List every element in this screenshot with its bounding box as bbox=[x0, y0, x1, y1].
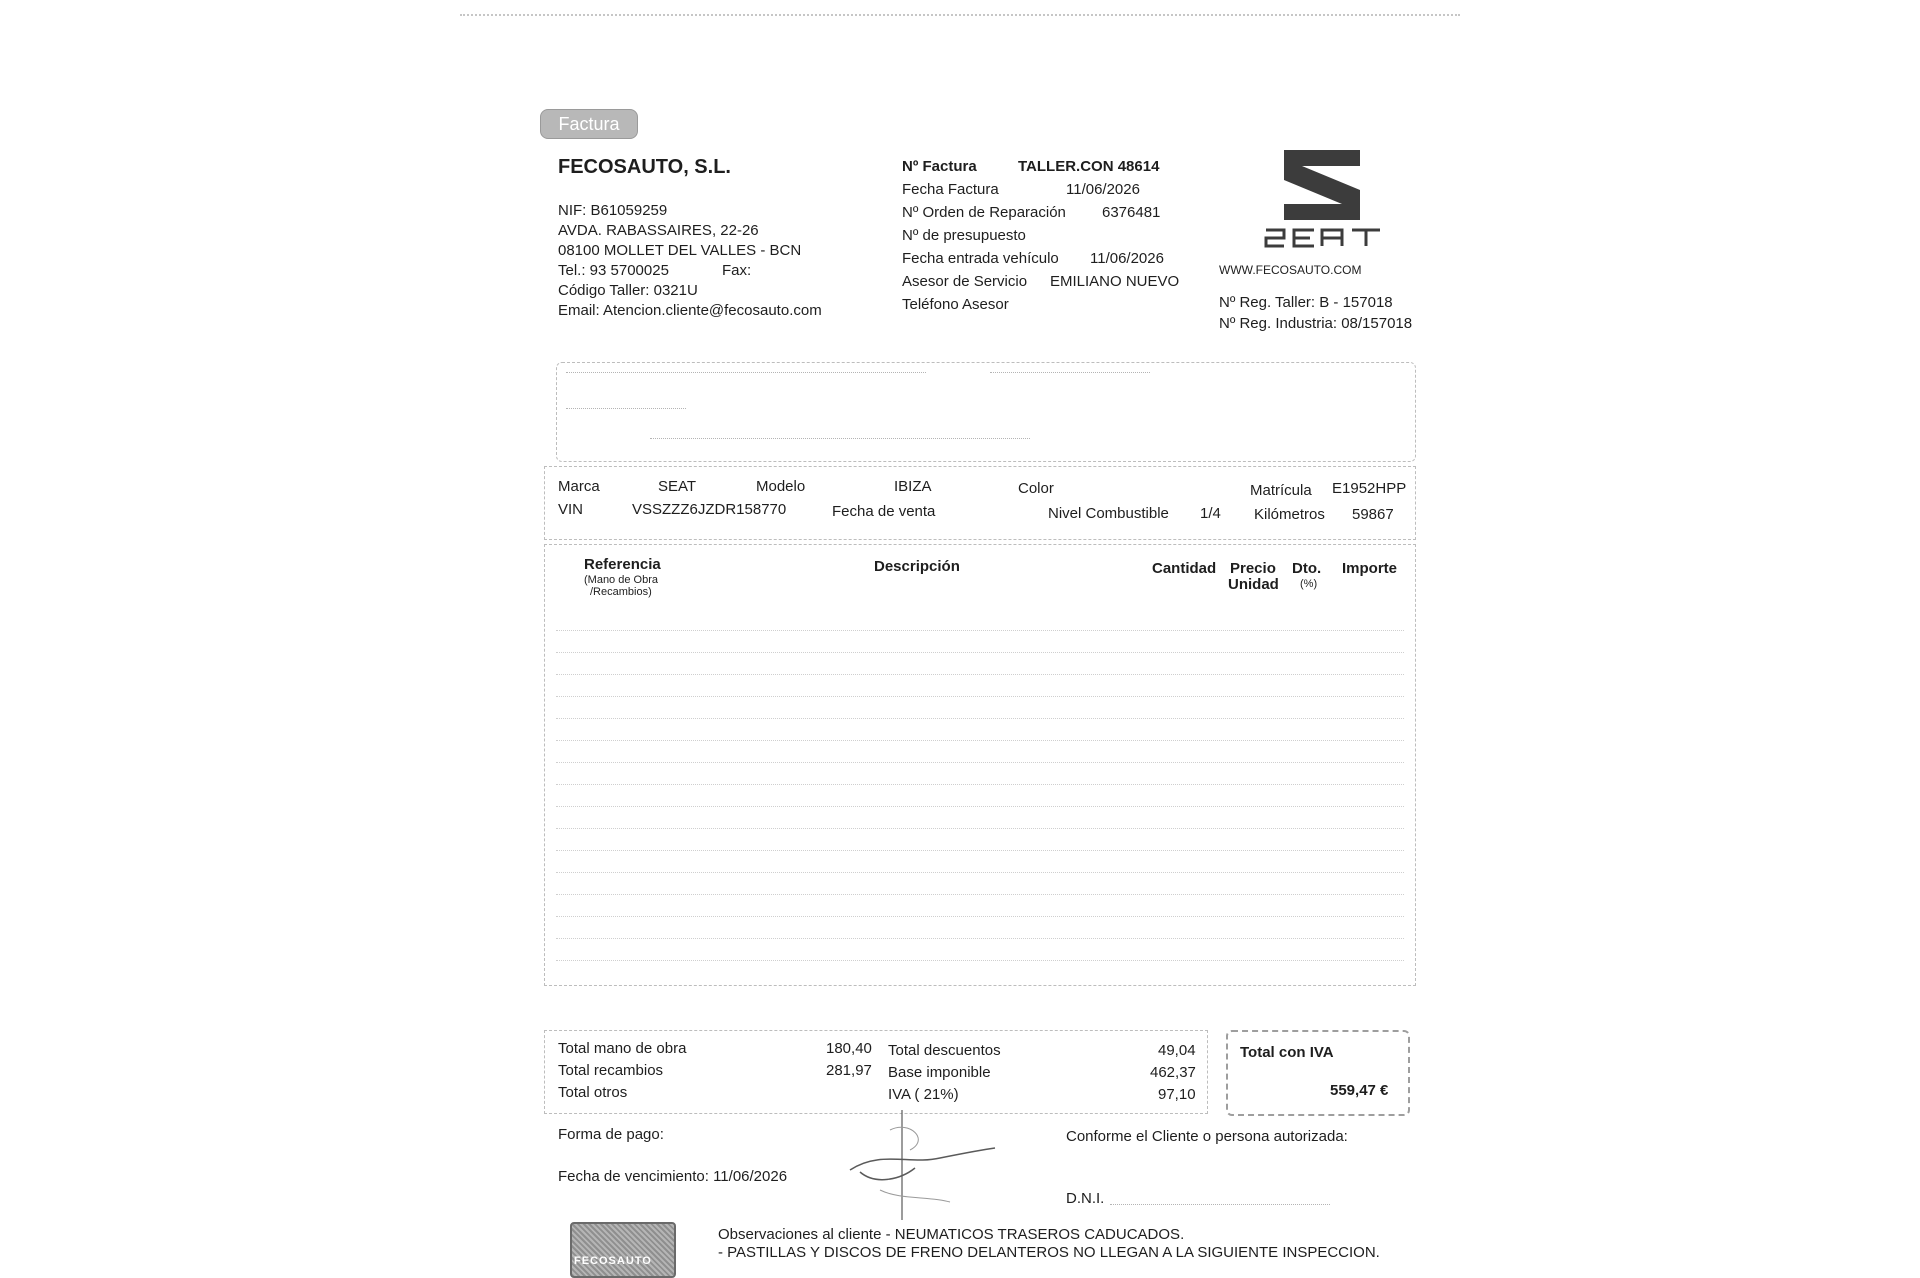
plate-label: Matrícula bbox=[1250, 482, 1312, 499]
redacted-line bbox=[990, 372, 1150, 373]
mileage-label: Kilómetros bbox=[1254, 506, 1325, 523]
column-discount-sub: (%) bbox=[1300, 578, 1318, 590]
invoice-date-value: 11/06/2026 bbox=[1066, 181, 1140, 198]
company-email: Email: Atencion.cliente@fecosauto.com bbox=[558, 302, 822, 319]
model-value: IBIZA bbox=[894, 478, 932, 495]
table-row bbox=[556, 762, 1404, 763]
signature-icon bbox=[820, 1110, 1000, 1220]
discount-total-value: 49,04 bbox=[1158, 1042, 1196, 1059]
column-reference-sub: /Recambios) bbox=[590, 586, 652, 598]
customer-observations-1: Observaciones al cliente - NEUMATICOS TRASEROS CADUCADOS. bbox=[718, 1226, 1185, 1243]
table-row bbox=[556, 652, 1404, 653]
workshop-registry: Nº Reg. Taller: B - 157018 bbox=[1219, 294, 1393, 311]
invoice-number-value: TALLER.CON 48614 bbox=[1018, 158, 1160, 175]
table-row bbox=[556, 938, 1404, 939]
table-row bbox=[556, 674, 1404, 675]
repair-order-label: Nº Orden de Reparación bbox=[902, 204, 1066, 221]
table-row bbox=[556, 960, 1404, 961]
invoice-date-label: Fecha Factura bbox=[902, 181, 999, 198]
taxable-base-label: Base imponible bbox=[888, 1064, 991, 1081]
column-reference: Referencia bbox=[584, 556, 661, 573]
discount-total-label: Total descuentos bbox=[888, 1042, 1001, 1059]
table-row bbox=[556, 806, 1404, 807]
table-row bbox=[556, 872, 1404, 873]
redacted-line bbox=[650, 438, 1030, 439]
advisor-phone-label: Teléfono Asesor bbox=[902, 296, 1009, 313]
fuel-level-value: 1/4 bbox=[1200, 505, 1221, 522]
invoice-number-label: Nº Factura bbox=[902, 158, 977, 175]
other-total-label: Total otros bbox=[558, 1084, 628, 1101]
table-row bbox=[556, 784, 1404, 785]
customer-box bbox=[556, 362, 1416, 462]
column-discount: Dto. bbox=[1292, 560, 1322, 577]
dni-label: D.N.I. bbox=[1066, 1190, 1105, 1207]
seat-logo-icon bbox=[1264, 150, 1384, 250]
due-date: Fecha de vencimiento: 11/06/2026 bbox=[558, 1168, 788, 1185]
parts-total-value: 281,97 bbox=[826, 1062, 872, 1079]
company-address-2: 08100 MOLLET DEL VALLES - BCN bbox=[558, 242, 802, 259]
table-row bbox=[556, 828, 1404, 829]
line-items-table bbox=[544, 544, 1416, 986]
table-row bbox=[556, 894, 1404, 895]
labor-total-value: 180,40 bbox=[826, 1040, 872, 1057]
company-nif: NIF: B61059259 bbox=[558, 202, 668, 219]
table-row bbox=[556, 850, 1404, 851]
plate-value: E1952HPP bbox=[1332, 480, 1407, 497]
table-row bbox=[556, 740, 1404, 741]
redacted-line bbox=[566, 372, 926, 373]
table-row bbox=[556, 916, 1404, 917]
service-advisor-label: Asesor de Servicio bbox=[902, 273, 1028, 290]
vehicle-entry-value: 11/06/2026 bbox=[1090, 250, 1164, 267]
brand-value: SEAT bbox=[658, 478, 697, 495]
grand-total-value: 559,47 € bbox=[1330, 1082, 1389, 1099]
color-label: Color bbox=[1018, 480, 1054, 497]
labor-total-label: Total mano de obra bbox=[558, 1040, 687, 1057]
industry-registry: Nº Reg. Industria: 08/157018 bbox=[1219, 315, 1413, 332]
grand-total-box bbox=[1226, 1030, 1410, 1116]
vat-value: 97,10 bbox=[1158, 1086, 1196, 1103]
vin-value: VSSZZZ6JZDR158770 bbox=[632, 501, 787, 518]
customer-signature-label: Conforme el Cliente o persona autorizada: bbox=[1066, 1128, 1348, 1145]
column-description: Descripción bbox=[874, 558, 960, 575]
company-name: FECOSAUTO, S.L. bbox=[558, 156, 731, 178]
website-link[interactable]: WWW.FECOSAUTO.COM bbox=[1219, 263, 1362, 277]
company-address-1: AVDA. RABASSAIRES, 22-26 bbox=[558, 222, 759, 239]
column-unit-price: Precio bbox=[1230, 560, 1276, 577]
sale-date-label: Fecha de venta bbox=[832, 503, 936, 520]
company-fax: Fax: bbox=[722, 262, 752, 279]
document-type-tag: Factura bbox=[540, 109, 638, 139]
grand-total-label: Total con IVA bbox=[1240, 1044, 1334, 1061]
dni-line bbox=[1110, 1204, 1330, 1205]
company-telephone: Tel.: 93 5700025 bbox=[558, 262, 669, 279]
column-unit-price-2: Unidad bbox=[1228, 576, 1279, 593]
table-row bbox=[556, 630, 1404, 631]
company-workshop-code: Código Taller: 0321U bbox=[558, 282, 698, 299]
column-amount: Importe bbox=[1342, 560, 1398, 577]
customer-observations-2: - PASTILLAS Y DISCOS DE FRENO DELANTEROS NO LLEGAN A LA SIGUIENTE INSPECCION. bbox=[718, 1244, 1380, 1261]
service-advisor-value: EMILIANO NUEVO bbox=[1050, 273, 1180, 290]
table-row bbox=[556, 718, 1404, 719]
stamp-text: FECOSAUTO bbox=[574, 1255, 652, 1267]
brand-label: Marca bbox=[558, 478, 600, 495]
parts-total-label: Total recambios bbox=[558, 1062, 664, 1079]
model-label: Modelo bbox=[756, 478, 806, 495]
quote-number-label: Nº de presupuesto bbox=[902, 227, 1026, 244]
taxable-base-value: 462,37 bbox=[1150, 1064, 1196, 1081]
scan-border bbox=[460, 14, 1460, 16]
vin-label: VIN bbox=[558, 501, 584, 518]
payment-method-label: Forma de pago: bbox=[558, 1126, 664, 1143]
company-stamp-icon bbox=[570, 1222, 676, 1278]
column-reference-sub: (Mano de Obra bbox=[584, 574, 658, 586]
redacted-line bbox=[566, 408, 686, 409]
vehicle-entry-label: Fecha entrada vehículo bbox=[902, 250, 1059, 267]
vat-label: IVA ( 21%) bbox=[888, 1086, 959, 1103]
repair-order-value: 6376481 bbox=[1102, 204, 1161, 221]
fuel-level-label: Nivel Combustible bbox=[1048, 505, 1169, 522]
column-quantity: Cantidad bbox=[1152, 560, 1217, 577]
mileage-value: 59867 bbox=[1352, 506, 1394, 523]
table-row bbox=[556, 696, 1404, 697]
